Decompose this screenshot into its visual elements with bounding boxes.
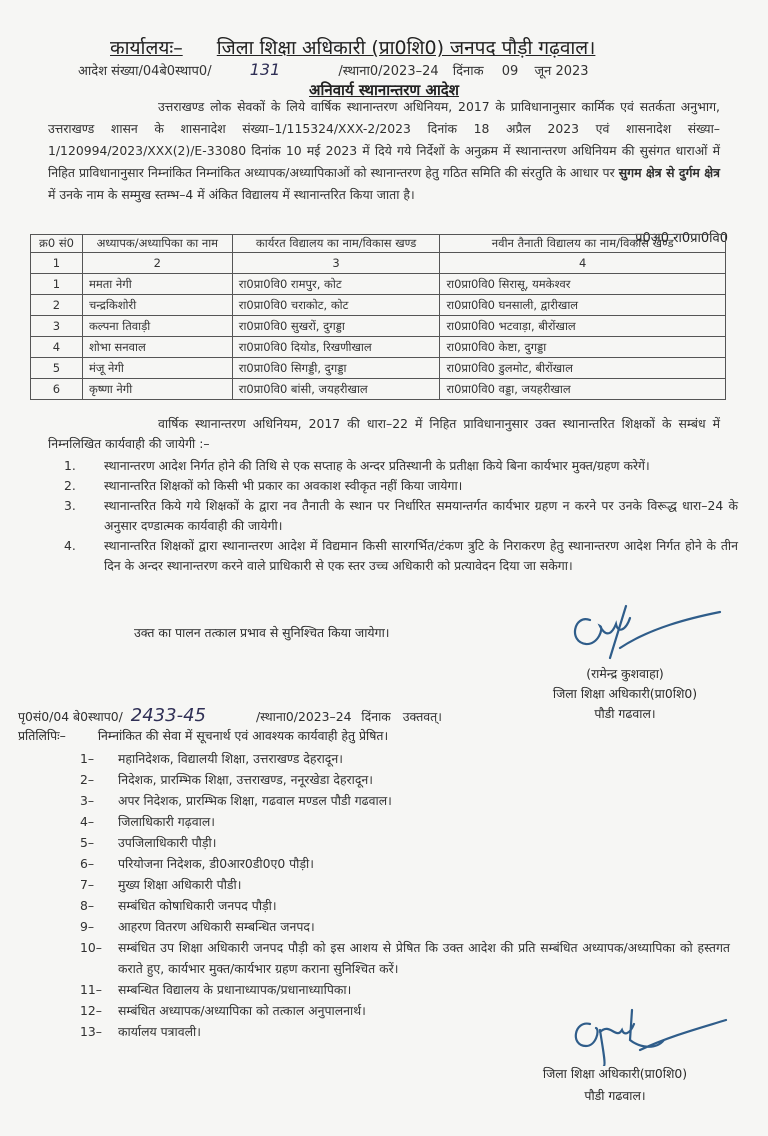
date-day: 09 [501,64,519,79]
table-row: 3 कल्पना तिवाड़ी रा0प्रा0वि0 सुखरों, दुगड्डा रा0प्रा0वि0 भटवाड़ा, बीरोंखाल [31,316,726,337]
table-header-row [31,235,726,253]
date-label: दिंनाक [452,64,484,79]
condition-item: 3. स्थानान्तरित किये गये शिक्षकों के द्वारा नव तैनाती के स्थान पर निर्धारित समयान्तर्गत कार्यभार ग्रहण न करने पर उनके विरूद्ध धारा–24 के अनुसार दण्डात्मक कार्यवाही की जायेगी। [64,498,738,533]
conditions-list [48,456,738,576]
table-subheading: प्र0अ0 रा0प्रा0वि0 [635,231,728,246]
conditions-intro: वार्षिक स्थानान्तरण अधिनियम, 2017 की धारा–22 में निहित प्राविधानानुसार उक्त स्थानान्तरित शिक्षकों के सम्बंध में निम्नलिखित कार्यवाही की जायेगी :– [48,416,720,451]
column-number-row: 1 2 3 4 [31,253,726,274]
transfer-table [30,234,726,400]
intro-text-end: में उनके नाम के सम्मुख स्तम्भ–4 में अंकित विद्यालय में स्थानान्तरित किया जाता है। [48,187,415,202]
endorsement-ref-handwritten: 2433-45 [130,705,206,726]
office-title: जिला शिक्षा अधिकारी (प्रा0शि0) जनपद पौड़ी गढ़वाल। [216,37,596,59]
order-title: अनिवार्य स्थानान्तरण आदेश [309,81,459,99]
intro-paragraph [48,96,720,206]
table-row: 4 शोभा सनवाल रा0प्रा0वि0 दियोड, रिखणीखाल रा0प्रा0वि0 केष्टा, दुगड्डा [31,337,726,358]
cc-recipient-list [80,748,730,1042]
order-no-suffix: /स्थाना0/2023–24 [338,64,439,79]
intro-text: उत्तराखण्ड लोक सेवकों के लिये वार्षिक स्थानान्तरण अधिनियम, 2017 के प्राविधानानुसार कार्मिक एवं सतर्कता अनुभाग, उत्तराखण्ड शासन के शासनादेश संख्या–1/115324/XXX-2/2023 दिनांक 18 अप्रैल 2023 एवं शासनादेश संख्या–1/120994/2023/XXX(2)/E-33080 दिनांक 10 मई 2023 में दिये गये निर्देशों के अनुक्रम में स्थानान्तरण अधिनियम की सुसंगत धाराओं में निहित प्राविधानानुसार निम्नांकित निम्नांकित अध्यापक/अध्यापिकाओं को स्थानान्तरण हेतु गठित समिति की संरतुति के आधार पर [48,99,720,180]
cc-item: 3– अपर निदेशक, प्रारम्भिक शिक्षा, गढवाल मण्डल पौडी गढवाल। [80,793,392,808]
condition-item: 2. स्थानान्तरित शिक्षकों को किसी भी प्रकार का अवकाश स्वीकृत नहीं किया जायेगा। [64,478,463,493]
signatory-designation: जिला शिक्षा अधिकारी(प्रा0शि0) [552,686,698,701]
endorsement-date-label: दिंनाक [361,709,391,724]
cc-item: 2– निदेशक, प्रारम्भिक शिक्षा, उत्तराखण्ड, ननूरखेडा देहरादून। [80,772,373,787]
endorsement-date-value: उक्तवत्। [402,709,442,724]
condition-item: 1. स्थानान्तरण आदेश निर्गत होने की तिथि से एक सप्ताह के अन्दर प्रतिस्थानी के प्रतीक्षा किये बिना कार्यभार मुक्त/ग्रहण करेगें। [64,458,650,473]
cc-item: 7– मुख्य शिक्षा अधिकारी पौडी। [80,877,242,892]
office-label: कार्यालयः– [110,37,183,59]
signatory-name: (रामेन्द्र कुशवाहा) [586,666,664,681]
table-row: 5 मंजू नेगी रा0प्रा0वि0 सिगड्डी, दुगड्डा रा0प्रा0वि0 डुलमोट, बीरोंखाल [31,358,726,379]
date-month-year: जून 2023 [534,64,589,79]
condition-item: 4. स्थानान्तरित शिक्षकों द्वारा स्थानान्तरण आदेश में विद्यमान किसी सारगर्भित/टंकण त्रुटि के निराकरण हेतु स्थानान्तरण आदेश निर्गत होने के तीन दिन के अन्दर स्थानान्तरण करने वाले प्राधिकारी से एक स्तर उच्च अधिकारी को प्रत्यावेदन दिया जा सकेगा। [64,538,738,573]
signatory-designation-2: जिला शिक्षा अधिकारी(प्रा0शि0) [542,1066,688,1081]
header-new-school: नवीन तैनाती विद्यालय का नाम/विकास खण्ड [440,235,726,253]
order-no-handwritten: 131 [249,60,281,79]
cc-label: प्रतिलिपिः– [18,728,66,743]
cc-item: 11– सम्बन्धित विद्यालय के प्रधानाध्यापक/प्रधानाध्यापिका। [80,982,352,997]
cc-item: 12– सम्बंधित अध्यापक/अध्यापिका को तत्काल अनुपालनार्थ। [80,1003,366,1018]
header-teacher-name: अध्यापक/अध्यापिका का नाम [82,235,232,253]
signatory-location-2: पौडी गढवाल। [584,1088,646,1103]
table-row: 2 चन्द्रकिशोरी रा0प्रा0वि0 चराकोट, कोट रा0प्रा0वि0 घनसाली, द्वारीखाल [31,295,726,316]
endorsement-ref-suffix: /स्थाना0/2023–24 [255,709,352,724]
cc-item: 8– सम्बंधित कोषाधिकारी जनपद पौड़ी। [80,898,277,913]
order-no-prefix: आदेश संख्या/04बे0स्थाप0/ [78,64,212,79]
cc-item: 4– जिलाधिकारी गढ़वाल। [80,814,215,829]
signature-block-2 [510,1063,720,1107]
cc-item: 10– सम्बंधित उप शिक्षा अधिकारी जनपद पौड़ी को इस आशय से प्रेषित कि उक्त आदेश की प्रति सम्बंधित अध्यापक/अध्यापिका को हस्तगत कराते हुए, कार्यभार मुक्त/कार्यभार ग्रहण कराना सुनिश्चित करें। [80,940,730,976]
signature-1-icon [560,598,730,660]
cc-item: 6– परियोजना निदेशक, डी0आर0डी0ए0 पौड़ी। [80,856,314,871]
order-number-line [78,60,738,79]
cc-item: 9– आहरण वितरण अधिकारी सम्बन्धित जनपद। [80,919,315,934]
intro-bold-text: सुगम क्षेत्र से दुर्गम क्षेत्र [618,165,720,180]
cc-intro-line [18,727,388,744]
cc-intro-text: निम्नांकित की सेवा में सूचनार्थ एवं आवश्यक कार्यवाही हेतु प्रेषित। [97,728,389,743]
table-row: 6 कृष्णा नेगी रा0प्रा0वि0 बांसी, जयहरीखाल रा0प्रा0वि0 वड्डा, जयहरीखाल [31,379,726,400]
endorsement-ref-line [18,705,442,726]
header-serial: क्र0 सं0 [31,235,83,253]
signature-2-icon [560,1000,730,1066]
table-row: 1 ममता नेगी रा0प्रा0वि0 रामपुर, कोट रा0प्रा0वि0 सिरासू, यमकेश्वर [31,274,726,295]
closing-line: उक्त का पालन तत्काल प्रभाव से सुनिश्चित किया जायेगा। [134,625,390,640]
signatory-location: पौडी गढवाल। [594,706,656,721]
office-header [110,34,595,60]
header-current-school: कार्यरत विद्यालय का नाम/विकास खण्ड [232,235,440,253]
cc-item: 13– कार्यालय पत्रावली। [80,1024,201,1039]
cc-item: 1– महानिदेशक, विद्यालयी शिक्षा, उत्तराखण्ड देहरादून। [80,751,343,766]
cc-item: 5– उपजिलाधिकारी पौड़ी। [80,835,217,850]
signature-block-1 [520,664,730,724]
endorsement-ref-prefix: पृ0सं0/04 बे0स्थाप0/ [18,709,123,724]
